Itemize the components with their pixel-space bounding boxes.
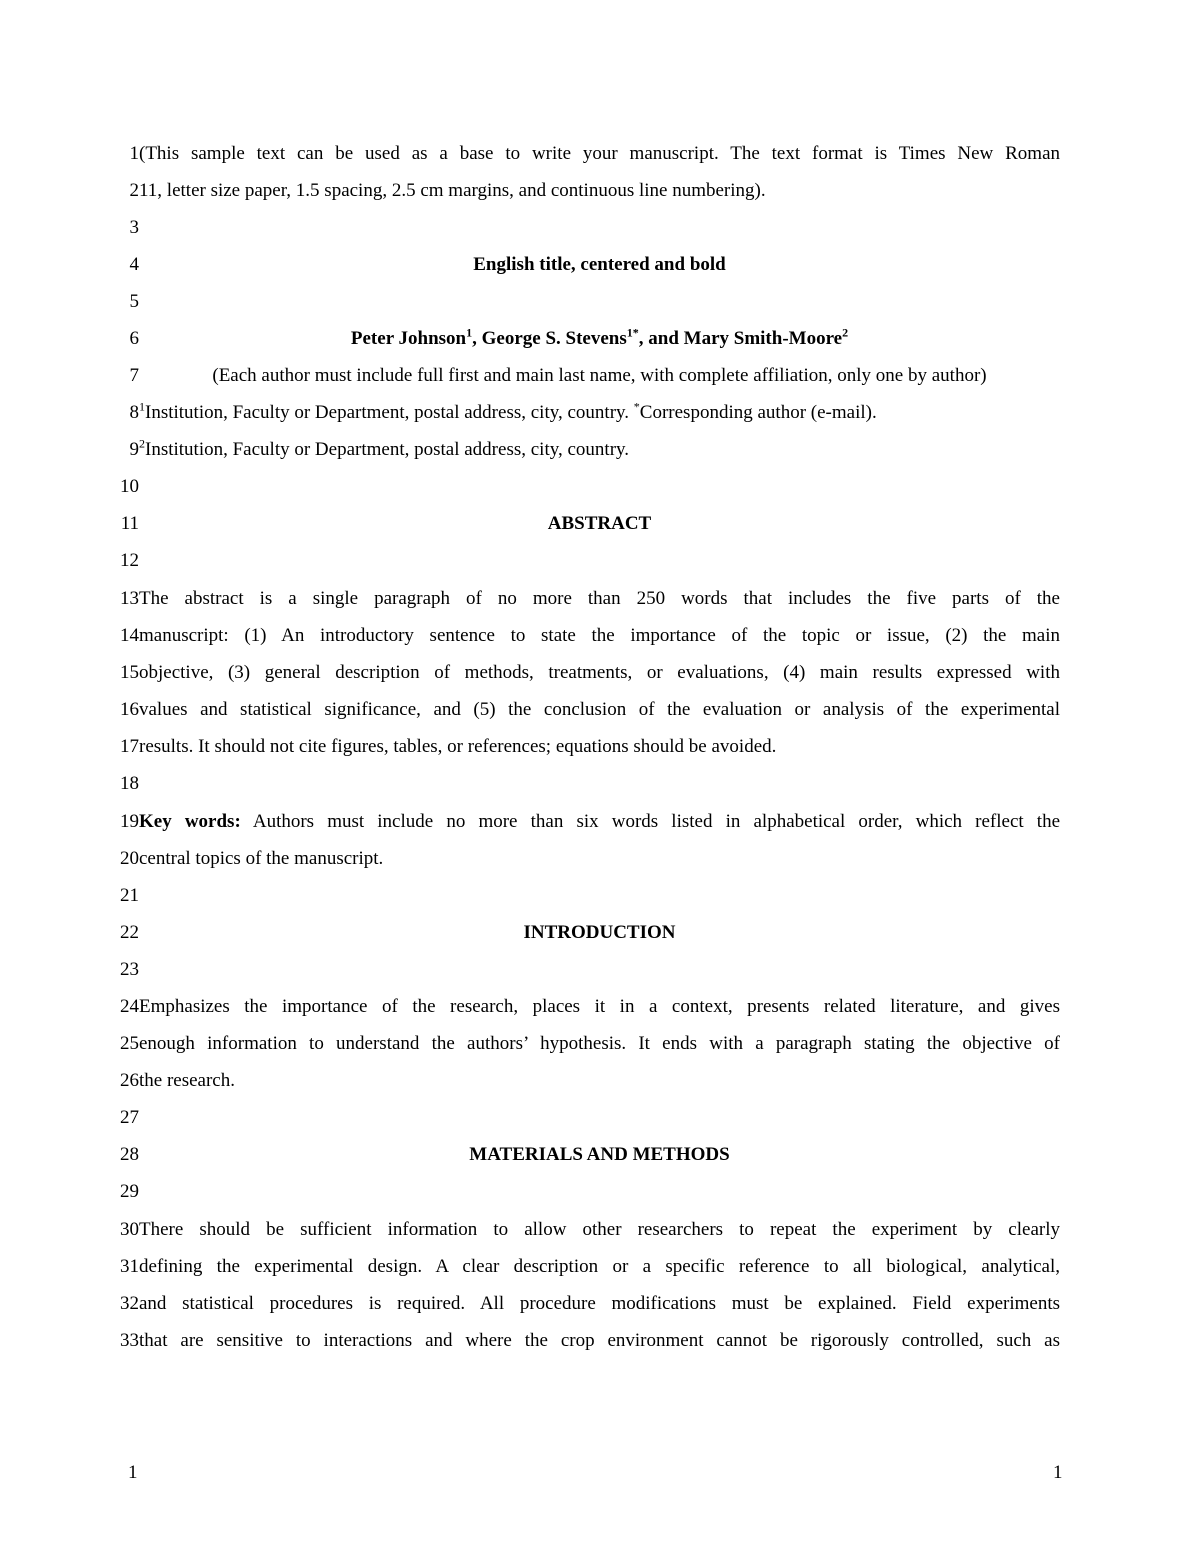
line-23 xyxy=(114,951,1060,988)
corresponding-text: Corresponding author (e-mail). xyxy=(639,402,877,423)
line-number: 18 xyxy=(120,773,139,794)
section-heading-materials-methods: MATERIALS AND METHODS xyxy=(469,1144,730,1165)
line-text: that are sensitive to interactions and where the crop environment cannot be rigorously controlled, such as xyxy=(139,1330,1060,1351)
line-text: The abstract is a single paragraph of no more than 250 words that includes the five parts of the xyxy=(139,588,1060,609)
line-number: 26 xyxy=(120,1070,139,1091)
keywords-text: Authors must include no more than six words listed in alphabetical order, which reflect the xyxy=(240,811,1060,832)
line-text: results. It should not cite figures, tables, or references; equations should be avoided. xyxy=(139,736,777,757)
line-number: 17 xyxy=(120,736,139,757)
footer-page-number-left: 1 xyxy=(128,1462,138,1483)
affiliation-marker: 1 xyxy=(139,399,145,414)
line-text: enough information to understand the authors’ hypothesis. It ends with a paragraph stating the objective of xyxy=(139,1033,1060,1054)
line-17 xyxy=(114,728,1060,765)
affiliation-marker: 2 xyxy=(139,436,145,451)
line-number: 8 xyxy=(129,402,139,423)
line-text: manuscript: (1) An introductory sentence to state the importance of the topic or issue, (2) the main xyxy=(139,625,1060,646)
author-instruction: (Each author must include full first and main last name, with complete affiliation, only one by author) xyxy=(212,365,987,386)
line-number: 27 xyxy=(120,1107,139,1128)
line-number: 21 xyxy=(120,885,139,906)
line-text: objective, (3) general description of methods, treatments, or evaluations, (4) main results expressed with xyxy=(139,662,1060,683)
line-26 xyxy=(114,1062,1060,1099)
line-text: and statistical procedures is required. All procedure modifications must be explained. Field experiments xyxy=(139,1293,1060,1314)
line-21 xyxy=(114,877,1060,914)
line-18 xyxy=(114,765,1060,802)
line-3 xyxy=(114,209,1060,246)
line-8 xyxy=(114,394,1060,431)
line-7 xyxy=(114,357,1060,394)
line-27 xyxy=(114,1099,1060,1136)
keywords-line xyxy=(139,803,1060,840)
line-number: 16 xyxy=(120,699,139,720)
section-heading-introduction: INTRODUCTION xyxy=(523,922,676,943)
line-number: 24 xyxy=(120,996,139,1017)
line-number: 13 xyxy=(120,588,139,609)
line-number: 23 xyxy=(120,959,139,980)
line-number: 3 xyxy=(129,217,139,238)
corresponding-marker: * xyxy=(633,399,640,414)
keywords-label: Key words: xyxy=(139,811,241,832)
line-number: 15 xyxy=(120,662,139,683)
line-30 xyxy=(114,1211,1060,1248)
line-number: 1 xyxy=(129,143,139,164)
line-number: 10 xyxy=(120,476,139,497)
line-number: 30 xyxy=(120,1219,139,1240)
footer-page-number-right: 1 xyxy=(1053,1462,1063,1483)
author-name: , and Mary Smith-Moore xyxy=(638,328,843,349)
line-number: 28 xyxy=(120,1144,139,1165)
line-2 xyxy=(114,172,1060,209)
line-14 xyxy=(114,617,1060,654)
line-5 xyxy=(114,283,1060,320)
line-1 xyxy=(114,135,1060,172)
line-22 xyxy=(114,914,1060,951)
affiliation-2 xyxy=(139,431,1060,468)
affiliation-marker: 1* xyxy=(626,325,639,340)
line-number: 32 xyxy=(120,1293,139,1314)
line-number: 11 xyxy=(120,513,139,534)
line-4 xyxy=(114,246,1060,283)
line-number: 2 xyxy=(129,180,139,201)
section-heading-abstract: ABSTRACT xyxy=(547,513,652,534)
line-text: defining the experimental design. A clear description or a specific reference to all biological, analytical, xyxy=(139,1256,1060,1277)
line-20 xyxy=(114,840,1060,877)
line-number: 6 xyxy=(129,328,139,349)
line-number: 22 xyxy=(120,922,139,943)
line-number: 7 xyxy=(129,365,139,386)
line-text: 11, letter size paper, 1.5 spacing, 2.5 cm margins, and continuous line numbering). xyxy=(139,180,766,201)
line-15 xyxy=(114,654,1060,691)
affiliation-1 xyxy=(139,394,1060,431)
line-text: (This sample text can be used as a base to write your manuscript. The text format is Times New Roman xyxy=(139,143,1060,164)
line-28 xyxy=(114,1136,1060,1173)
paper-title: English title, centered and bold xyxy=(473,254,726,275)
line-number: 12 xyxy=(120,550,139,571)
line-19 xyxy=(114,803,1060,840)
line-number: 4 xyxy=(129,254,139,275)
line-number: 33 xyxy=(120,1330,139,1351)
line-25 xyxy=(114,1025,1060,1062)
line-10 xyxy=(114,468,1060,505)
line-number: 5 xyxy=(129,291,139,312)
line-29 xyxy=(114,1173,1060,1210)
line-6 xyxy=(114,320,1060,357)
affiliation-marker: 2 xyxy=(842,325,849,340)
line-16 xyxy=(114,691,1060,728)
line-text: There should be sufficient information to allow other researchers to repeat the experiment by clearly xyxy=(139,1219,1060,1240)
line-number: 19 xyxy=(120,811,139,832)
line-text: values and statistical significance, and (5) the conclusion of the evaluation or analysis of the experimental xyxy=(139,699,1060,720)
line-9 xyxy=(114,431,1060,468)
affiliation-marker: 1 xyxy=(466,325,473,340)
line-24 xyxy=(114,988,1060,1025)
line-number: 14 xyxy=(120,625,139,646)
line-32 xyxy=(114,1285,1060,1322)
line-text: central topics of the manuscript. xyxy=(139,848,384,869)
author-name: , George S. Stevens xyxy=(472,328,627,349)
line-31 xyxy=(114,1248,1060,1285)
line-number: 29 xyxy=(120,1181,139,1202)
line-text: the research. xyxy=(139,1070,235,1091)
author-name: Peter Johnson xyxy=(350,328,467,349)
line-number: 25 xyxy=(120,1033,139,1054)
affiliation-text: Institution, Faculty or Department, postal address, city, country. xyxy=(145,439,630,460)
line-33 xyxy=(114,1322,1060,1359)
author-list xyxy=(139,320,1060,357)
line-number: 9 xyxy=(129,439,139,460)
line-12 xyxy=(114,542,1060,579)
affiliation-text: Institution, Faculty or Department, postal address, city, country. xyxy=(145,402,634,423)
line-number: 31 xyxy=(120,1256,139,1277)
line-13 xyxy=(114,580,1060,617)
line-number: 20 xyxy=(120,848,139,869)
line-11 xyxy=(114,505,1060,542)
line-text: Emphasizes the importance of the research, places it in a context, presents related literature, and gives xyxy=(139,996,1060,1017)
